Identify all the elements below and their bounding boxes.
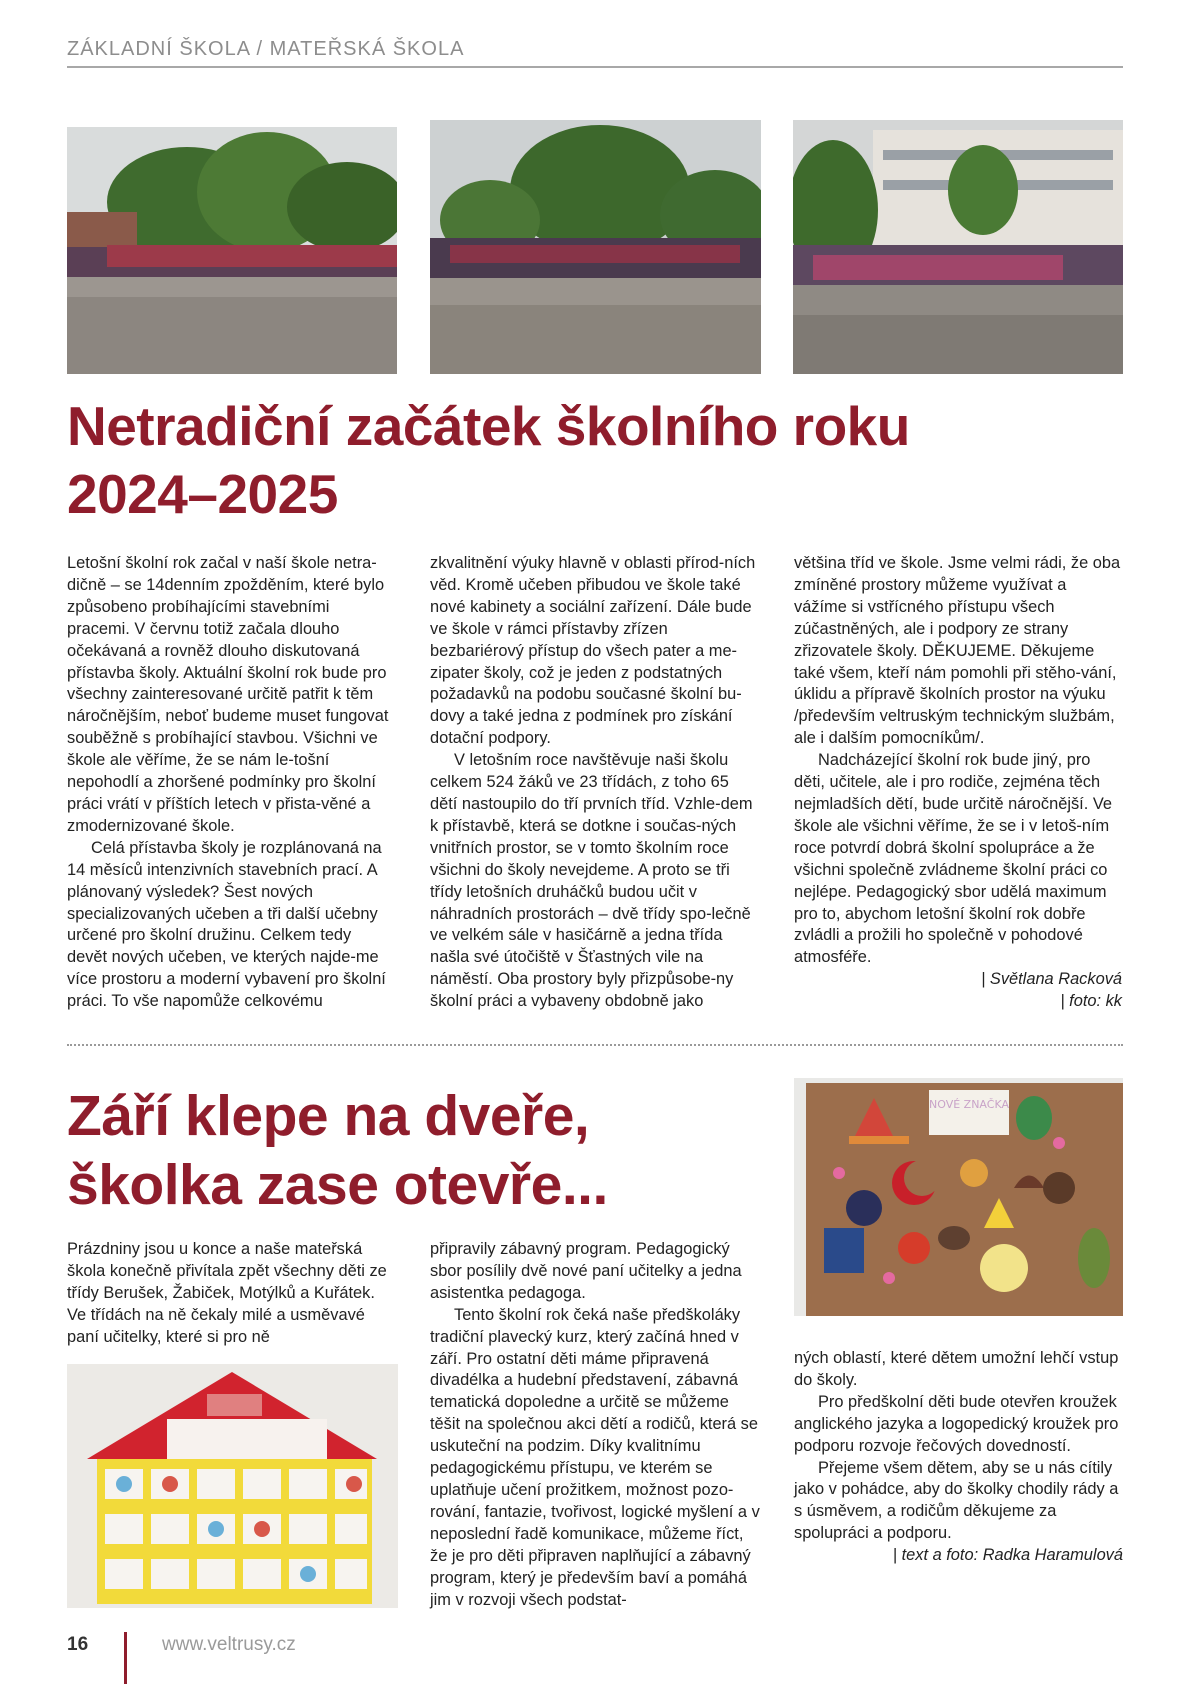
paragraph: většina tříd ve škole. Jsme velmi rádi, že oba zmíněné prostory můžeme využívat a vážíme si vstřícného přístupu všech zúčastněných, ale i podpory ze strany zřizovatele školy. DĚKUJEME. Děkujeme také všem, kteří nám pomohli při stěho-vání, úklidu a přípravě školních prostor na výuku /především veltruským technickým službám, ale i dalším pomocníkům/.	[794, 554, 1121, 748]
paragraph: Tento školní rok čeká naše předškoláky tradiční plavecký kurz, který začíná hned v září. Pro ostatní děti máme připravená divadélka a hudební představení, zábavná tematická dopoledne a určitě se můžeme těšit na společnou akci dětí a rodičů, která se uskuteční na podzim. Díky kvalitnímu pedagogickému přístupu, ve kterém se uplatňuje učení prožitkem, možnost pozo-rování, fantazie, tvořivost, logické myšlení a v neposlední řadě komunikace, můžeme říct, že je pro děti připraven naplňující a zábavný program, který je především baví a pomáhá jim v rozvoji všech podstat-	[430, 1305, 760, 1609]
paragraph: ných oblastí, které dětem umožní lehčí vstup do školy.	[794, 1349, 1119, 1389]
paragraph: Celá přístavba školy je rozplánovaná na 14 měsíců intenzivních stavebních prací. A plánovaný výsledek? Šest nových specializovaných učeben a tři další učebny určené pro školní družinu. Celkem tedy devět nových učeben, ve kterých najde-me více prostoru a moderní vybavení pro školní práci. To vše napomůže celkovému	[67, 838, 386, 1011]
paragraph: Prázdniny jsou u konce a naše mateřská škola konečně přivítala zpět všechny děti ze třídy Berušek, Žabiček, Motýlků a Kuřátek. Ve třídách na ně čekaly milé a usměvavé paní učitelky, které si pro ně	[67, 1240, 387, 1346]
paragraph: Přejeme všem dětem, aby se u nás cítily jako v pohádce, aby do školky chodily rády a s úsměvem, a rodičům děkujeme za spolupráci a podporu.	[794, 1458, 1119, 1543]
board-sign-text: NOVÉ ZNAČKA	[929, 1098, 1009, 1111]
paragraph: Nadcházející školní rok bude jiný, pro děti, učitele, ale i pro rodiče, zejména těch nejmladších dětí, bude určitě náročnější. Ve škole ale všichni věříme, že se i v letoš-ním roce potvrdí dobrá školní spolupráce a že všichni společně zvládneme školní práci co nejlépe. Pedagogický sbor udělá maximum pro to, abychom letošní školní rok dobře zvládli a prožili ho společně v pohodové atmosféře.	[794, 751, 1112, 967]
footer-divider	[124, 1632, 127, 1684]
paragraph: Pro předškolní děti bude otevřen kroužek anglického jazyka a logopedický kroužek pro podporu rozvoje řečových dovedností.	[794, 1392, 1119, 1455]
article1-column-2	[430, 553, 758, 1013]
paragraph: Letošní školní rok začal v naší škole netra-dičně – se 14denním zpožděním, které bylo způsobeno probíhajícími stavebními pracemi. V červnu totiž začala dlouho očekávaná a rovněž dlouho diskutovaná přístavba školy. Aktuální školní rok bude pro všechny zainteresované určitě patřit k těm náročnějším, neboť budeme muset fungovat souběžně s probíhající stavbou. Všichni ve škole ale věříme, že se nám le-tošní nepohodlí a zhoršené podmínky pro školní práci vrátí v příštích letech v přista-věné a zmodernizované škole.	[67, 554, 389, 835]
article2-column-1	[67, 1239, 397, 1349]
article2-title	[67, 1082, 608, 1220]
ceremony-photo-3	[793, 120, 1123, 374]
article1-title	[67, 392, 910, 528]
paragraph: připravily zábavný program. Pedagogický sbor posílily dvě nové paní učitelky a jedna asistentka pedagoga.	[430, 1240, 742, 1302]
article2-column-2	[430, 1239, 760, 1611]
article2-title-line1: Září klepe na dveře,	[67, 1084, 590, 1148]
article1-column-1	[67, 553, 393, 1013]
article1-title-line2: 2024–2025	[67, 463, 338, 525]
article2-column-3	[794, 1348, 1123, 1567]
article1-column-3	[794, 553, 1122, 1013]
footer-url: www.veltrusy.cz	[162, 1634, 296, 1655]
author-credit: | text a foto: Radka Haramulová	[892, 1546, 1123, 1565]
ceremony-photo-1	[67, 127, 397, 374]
ceremony-photo-2	[430, 120, 761, 374]
kindergarten-board-photo	[794, 1078, 1123, 1316]
paragraph: zkvalitnění výuky hlavně v oblasti přírod-ních věd. Kromě učeben přibudou ve škole také nové kabinety a sociální zařízení. Dále bude ve škole v rámci přístavby zřízen bezbariérový přístup do všech pater a me-zipater školy, což je jeden z podstatných požadavků na podobu současné školní bu-dovy a také jedna z podmínek pro získání dotační podpory.	[430, 554, 756, 748]
author-credit: | Světlana Racková	[981, 970, 1122, 989]
page-number: 16	[67, 1634, 89, 1655]
header-rule	[67, 66, 1123, 68]
photo-credit: | foto: kk	[1060, 992, 1122, 1011]
article1-title-line1: Netradiční začátek školního roku	[67, 395, 910, 457]
section-header: ZÁKLADNÍ ŠKOLA / MATEŘSKÁ ŠKOLA	[67, 38, 465, 60]
article2-title-line2: školka zase otevře...	[67, 1153, 608, 1217]
paragraph: V letošním roce navštěvuje naši školu celkem 524 žáků ve 23 třídách, z toho 65 dětí nastoupilo do tří prvních tříd. Vzhle-dem k přístavbě, která se dotkne i součas-ných vnitřních prostor, se v tomto školním roce všichni do školy nevejdeme. A proto se tři třídy letošních druháčků budou učit v náhradních prostorách – dvě třídy spo-lečně ve velkém sále v hasičárně a jedna třída našla své útočiště v Šťastných vile na náměstí. Oba prostory byly přizpůsobe-ny školní práci a vybaveny obdobně jako	[430, 751, 753, 1011]
section-divider	[67, 1044, 1123, 1046]
kindergarten-house-photo	[67, 1364, 398, 1608]
